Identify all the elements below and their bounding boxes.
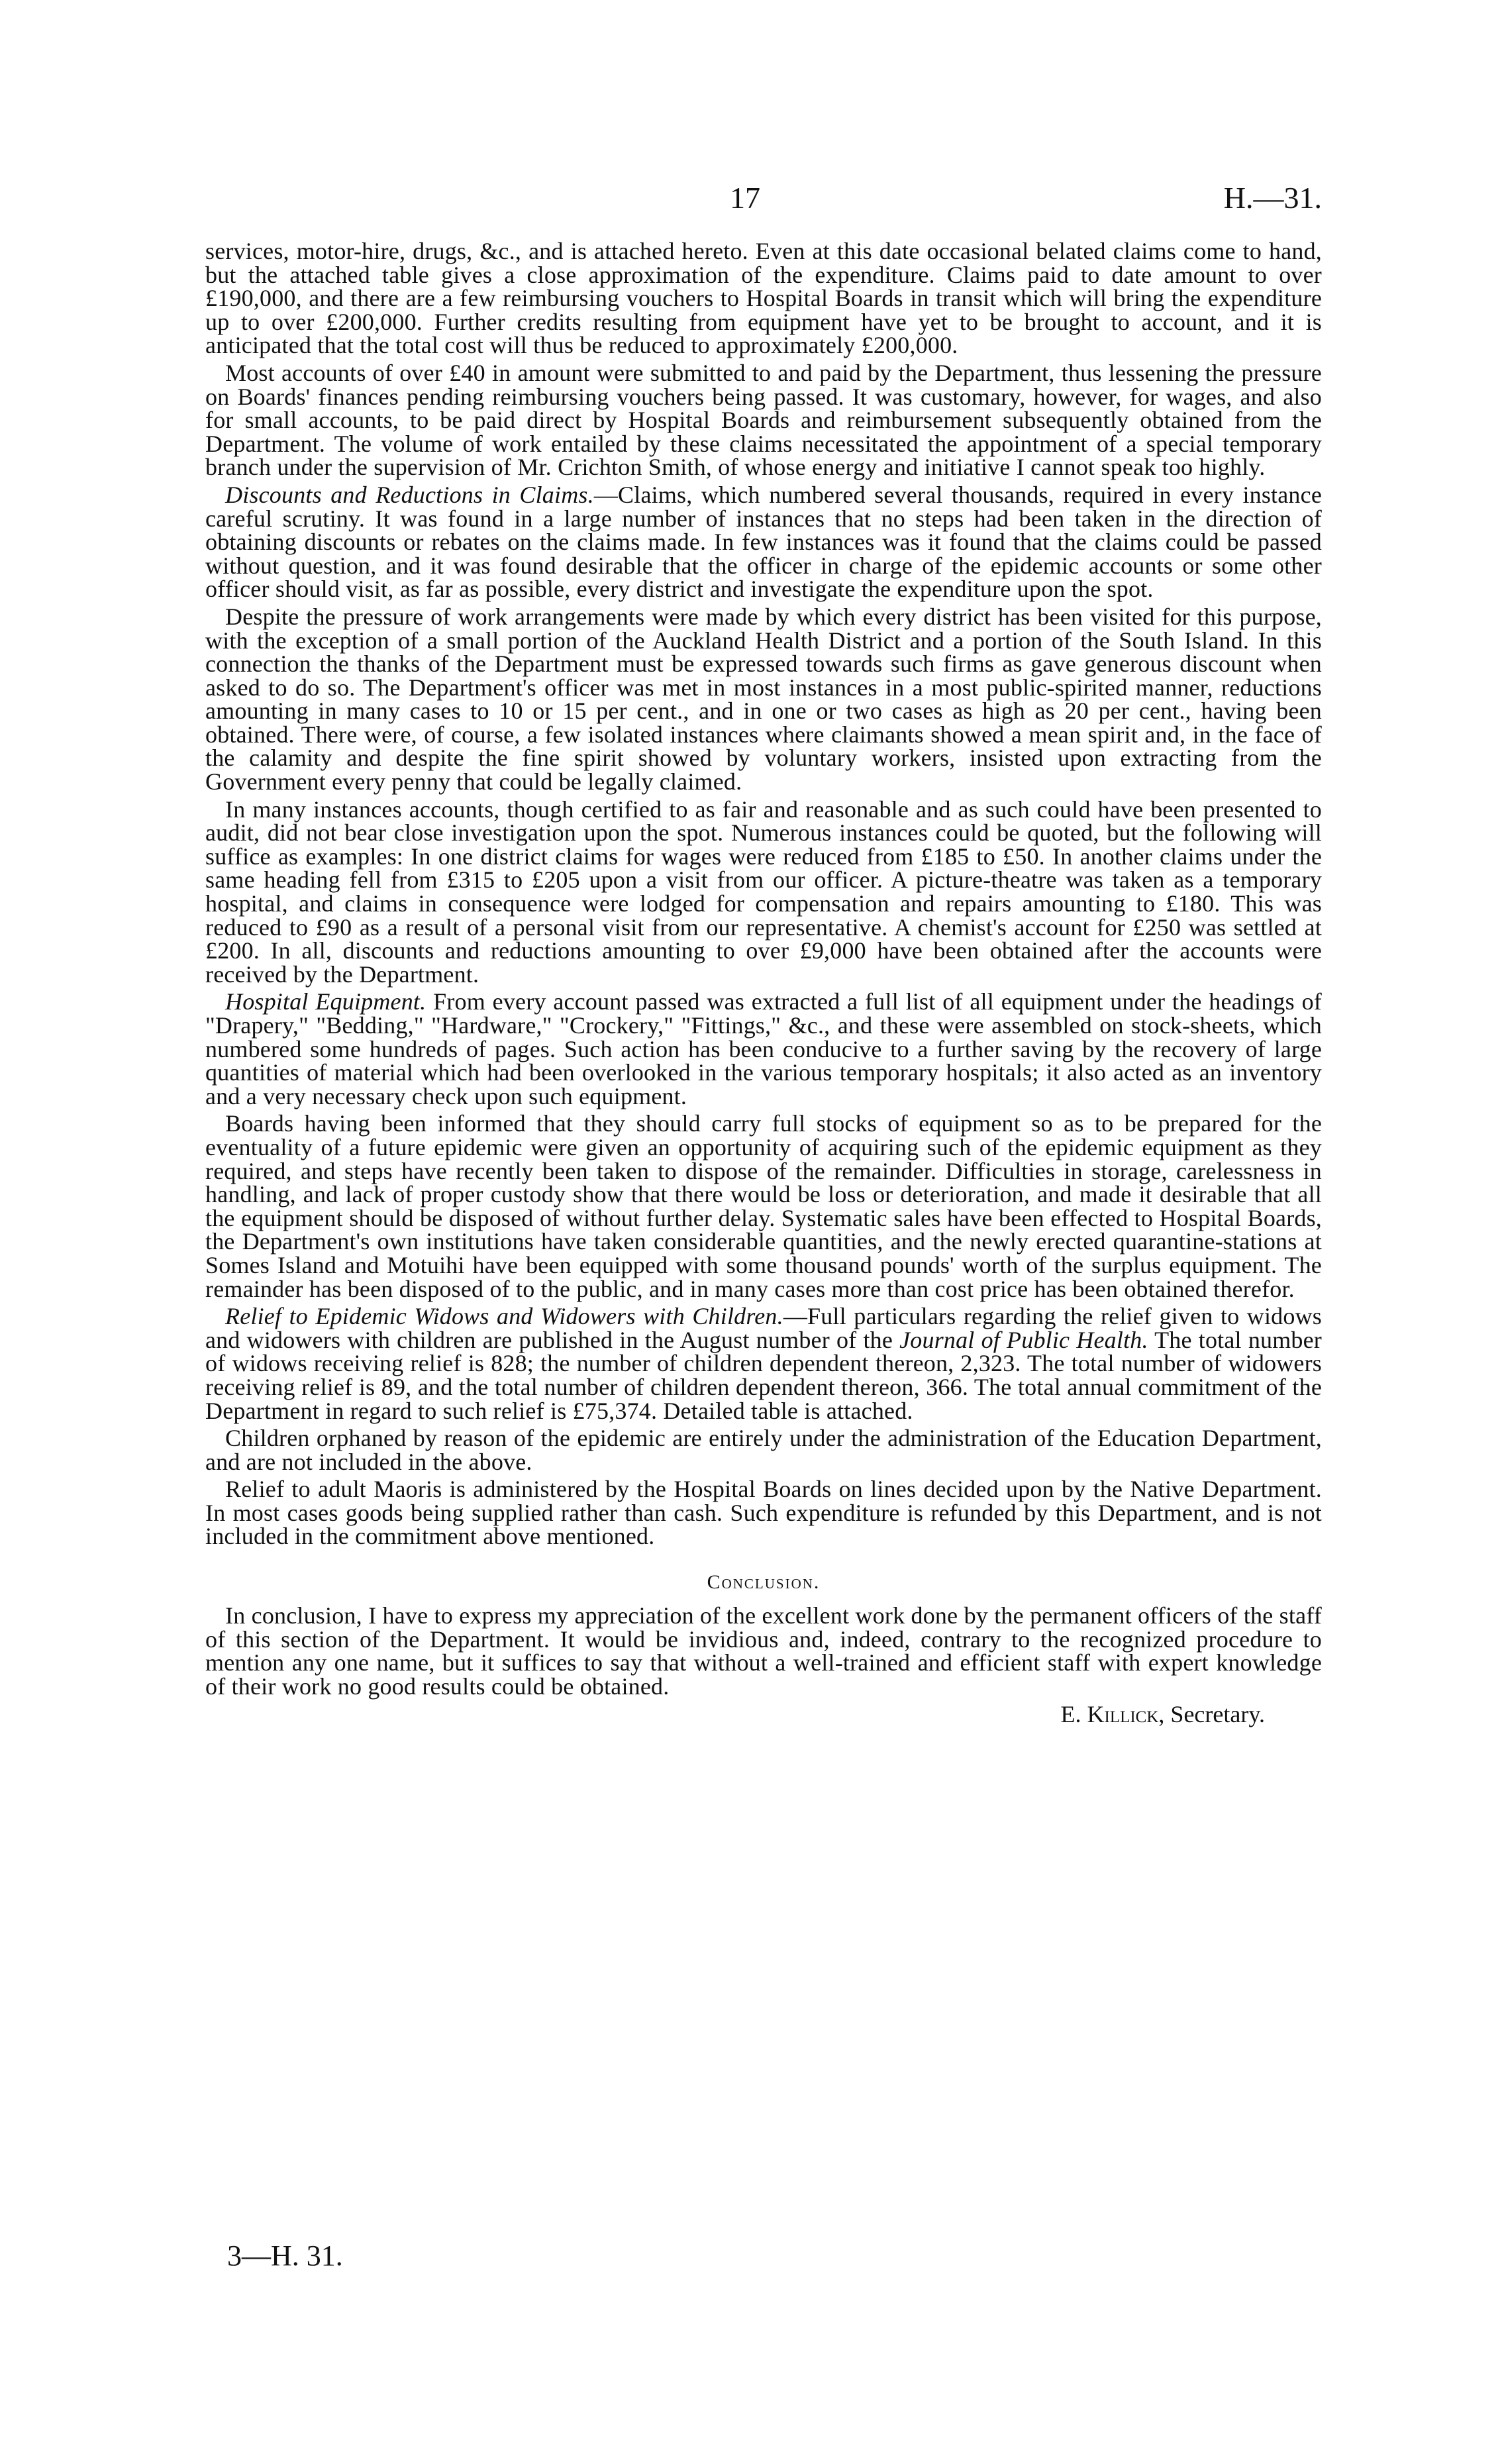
signature-name: E. Killick, — [1060, 1701, 1165, 1728]
paragraph-relief — [205, 1305, 1322, 1423]
signature-title: Secretary. — [1164, 1701, 1265, 1728]
document-body — [205, 240, 1322, 1726]
paragraph-text: Relief to adult Maoris is administered by the Hospital Boards on lines decided upon by the Native Department. In most cases goods being supplied rather than cash. Such expenditure is refunded by this Department, and is not included in the commitment above mentioned. — [205, 1476, 1322, 1550]
paragraph-text: —Full particulars regarding the relief given to widows and widowers with children are published in the August number of the — [205, 1303, 1322, 1353]
paragraph-text: Children orphaned by reason of the epidemic are entirely under the administration of the Education Department, and are not included in the above. — [205, 1425, 1322, 1475]
paragraph-text: From every account passed was extracted a full list of all equipment under the headings of "Drapery," "Bedding," "Hardware," "Crockery," "Fittings," &c., and these were assembled on stock-sheets, which numbered some hundreds of pages. Such action has been conducive to a further saving by the recovery of large quantities of material which had been overlooked in the various temporary hospitals; it also acted as an inventory and a very necessary check upon such equipment. — [205, 988, 1322, 1109]
section-heading: Discounts and Reductions in Claims. — [225, 481, 594, 508]
paragraph-conclusion — [205, 1604, 1322, 1698]
journal-title: Journal of Public Health. — [899, 1326, 1148, 1353]
paragraph-text: Despite the pressure of work arrangements were made by which every district has been visited for this purpose, with the exception of a small portion of the Auckland Health District and a portion of the South Island. In this connection the thanks of the Department must be expressed towards such firms as gave generous discount when asked to do so. The Department's officer was met in most instances in a most public-spirited manner, reductions amounting in many cases to 10 or 15 per cent., and in one or two cases as high as 20 per cent., having been obtained. There were, of course, a few isolated instances where claimants showed a mean spirit and, in the face of the calamity and despite the fine spirit showed by voluntary workers, insisted upon extracting from the Government every penny that could be legally claimed. — [205, 603, 1322, 796]
paragraph-visits — [205, 605, 1322, 794]
sheet-mark: 3—H. 31. — [227, 2239, 343, 2272]
paragraph-text: services, motor-hire, drugs, &c., and is attached hereto. Even at this date occasional belated claims come to hand, but the attached table gives a close approximation of the expenditure. Claims paid to date amount to over £190,000, and there are a few reimbursing vouchers to Hospital Boards in transit which will bring the expenditure up to over £200,000. Further credits resulting from equipment have yet to be brought to account, and it is anticipated that the total cost will thus be reduced to approximately £200,000. — [205, 238, 1322, 359]
paragraph-maoris — [205, 1478, 1322, 1549]
paragraph-text: —Claims, which numbered several thousands, required in every instance careful scrutiny. It was found in a large number of instances that no steps had been taken in the direction of obtaining discounts or rebates on the claims made. In few instances was it found that the claims could be passed without question, and it was found desirable that the officer in charge of the epidemic accounts or some other officer should visit, as far as possible, every district and investigate the expenditure upon the spot. — [205, 481, 1322, 603]
document-reference: H.—31. — [1223, 181, 1322, 215]
section-heading: Relief to Epidemic Widows and Widowers with Children. — [225, 1303, 783, 1330]
paragraph-discounts — [205, 481, 1322, 603]
paragraph-text: Boards having been informed that they should carry full stocks of equipment so as to be prepared for the eventuality of a future epidemic were given an opportunity of acquiring such of the epidemic equipment as they required, and steps have recently been taken to dispose of the remainder. Difficulties in storage, carelessness in handling, and lack of proper custody show that there would be loss or deterioration, and made it desirable that all the equipment should be disposed of without further delay. Systematic sales have been effected to Hospital Boards, the Department's own institutions have taken considerable quantities, and the newly erected quarantine-stations at Somes Island and Motuihi have been equipped with some thousand pounds' worth of the surplus equipment. The remainder has been disposed of to the public, and in many cases more than cost price has been obtained therefor. — [205, 1110, 1322, 1302]
paragraph-expenditure — [205, 240, 1322, 358]
paragraph-text: In conclusion, I have to express my appreciation of the excellent work done by the permanent officers of the staff of this section of the Department. It would be invidious and, indeed, contrary to the recognized procedure to mention any one name, but it suffices to say that without a well-trained and efficient staff with expert knowledge of their work no good results could be obtained. — [205, 1602, 1322, 1700]
section-heading: Hospital Equipment. — [225, 988, 426, 1015]
page-number: 17 — [730, 181, 760, 215]
paragraph-text: Most accounts of over £40 in amount were submitted to and paid by the Department, thus lessening the pressure on Boards' finances pending reimbursing vouchers being passed. It was customary, however, for wages, and also for small accounts, to be paid direct by Hospital Boards and reimbursement subsequently obtained from the Department. The volume of work entailed by these claims necessitated the appointment of a special temporary branch under the supervision of Mr. Crichton Smith, of whose energy and initiative I cannot speak too highly. — [205, 359, 1322, 481]
paragraph-accounts — [205, 359, 1322, 481]
paragraph-boards — [205, 1112, 1322, 1301]
paragraph-text: The total number of widows receiving relief is 828; the number of children dependent thereon, 2,323. The total number of widowers receiving relief is 89, and the total number of children dependent thereon, 366. The total annual commitment of the Department in regard to such relief is £75,374. Detailed table is attached. — [205, 1326, 1322, 1424]
paragraph-examples — [205, 798, 1322, 987]
paragraph-text: In many instances accounts, though certified to as fair and reasonable and as such could have been presented to audit, did not bear close investigation upon the spot. Numerous instances could be quoted, but the following will suffice as examples: In one district claims for wages were reduced from £185 to £50. In another claims under the same heading fell from £315 to £205 upon a visit from our officer. A picture-theatre was taken as a temporary hospital, and claims in consequence were lodged for compensation and repairs amounting to £180. This was reduced to £90 as a result of a personal visit from our representative. A chemist's account for £250 was settled at £200. In all, discounts and reductions amounting to over £9,000 have been obtained after the accounts were received by the Department. — [205, 796, 1322, 988]
signature — [205, 1702, 1322, 1726]
paragraph-hospital-equipment — [205, 990, 1322, 1108]
conclusion-heading: Conclusion. — [707, 1571, 821, 1594]
paragraph-orphans — [205, 1427, 1322, 1474]
